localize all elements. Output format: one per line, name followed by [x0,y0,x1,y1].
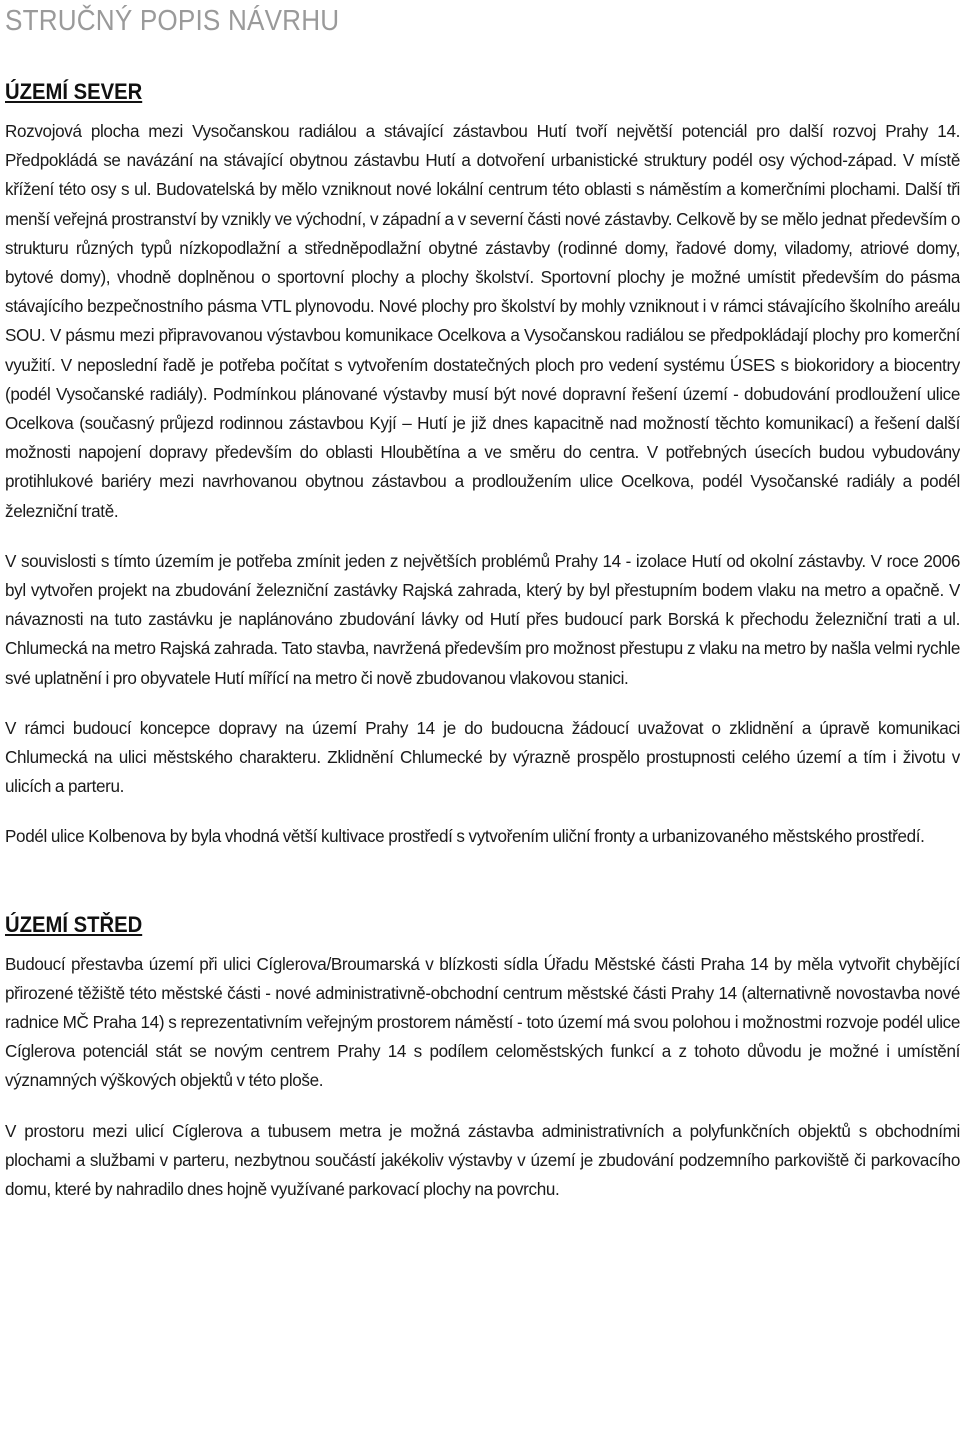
section-heading-stred: ÚZEMÍ STŘED [5,911,143,937]
paragraph: V souvislosti s tímto územím je potřeba zmínit jeden z největších problémů Prahy 14 - izolace Hutí od okolní zástavby. V roce 2006 byl vytvořen projekt na zbudování železniční zastávky Rajská zahrada, který by byl přestupním bodem vlaku na metro a opačně. V návaznosti na tuto zastávku je naplánováno zbudování lávky od Hutí přes budoucí park Borská k přechodu železniční trati a ul. Chlumecká na metro Rajská zahrada. Tato stavba, navržená především pro možnost přestupu z vlaku na metro by našla velmi rychle své uplatnění i pro obyvatele Hutí mířící na metro či nově zbudovanou vlakovou stanici. [5,551,960,688]
section-heading-sever: ÚZEMÍ SEVER [5,79,143,104]
section-uzemi-stred [5,911,960,1205]
paragraph: Podél ulice Kolbenova by byla vhodná větší kultivace prostředí s vytvořením uliční fronty a urbanizovaného městského prostředí. [5,827,925,847]
document-page [5,0,960,1204]
paragraph: V prostoru mezi ulicí Cíglerova a tubusem metra je možná zástavba administrativních a polyfunkčních objektů s obchodními plochami a službami v parteru, nezbytnou součástí jakékoliv výstavby v území je zbudování podzemního parkoviště či parkovacího domu, které by nahradilo dnes hojně využívané parkovací plochy na povrchu. [5,1121,960,1200]
paragraph: Budoucí přestavba území při ulici Cíglerova/Broumarská v blízkosti sídla Úřadu Městské části Praha 14 by měla vytvořit chybějící přirozené těžiště této městské části - nové administrativně-obchodní centrum městské části Prahy 14 (alternativně novostavba nové radnice MČ Praha 14) s reprezentativním veřejným prostorem náměstí - toto území má svou polohou i možnostmi rozvoje podél ulice Cíglerova potenciál stát se novým centrem Prahy 14 s podílem celoměstských funkcí a z tohoto důvodu je možné i umístění významných výškových objektů v této ploše. [5,954,960,1091]
paragraph: Rozvojová plocha mezi Vysočanskou radiálou a stávající zástavbou Hutí tvoří největší potenciál pro další rozvoj Prahy 14. Předpokládá se navázání na stávající obytnou zástavbu Hutí a dotvoření urbanistické struktury podél osy východ-západ. V místě křížení této osy s ul. Budovatelská by mělo vzniknout nové lokální centrum této oblasti s náměstím a komerčními plochami. Další tři menší veřejná prostranství by vznikly ve východní, v západní a v severní části nové zástavby. Celkově by se mělo jednat především o strukturu různých typů nízkopodlažní a středněpodlažní obytné zástavby (rodinné domy, řadové domy, viladomy, atriové domy, bytové domy), vhodně doplněnou o sportovní plochy a plochy školství. Sportovní plochy je možné umístit především do pásma stávajícího bezpečnostního pásma VTL plynovodu. Nové plochy pro školství by mohly vzniknout i v rámci stávajícího školního areálu SOU. V pásmu mezi připravovanou výstavbou komunikace Ocelkova a Vysočanskou radiálou se předpokládají plochy pro komerční využití. V neposlední řadě je potřeba počítat s vytvořením dostatečných ploch pro vedení systému ÚSES s biokoridory a biocentry (podél Vysočanské radiály). Podmínkou plánované výstavby musí být nové dopravní řešení území - dobudování prodloužení ulice Ocelkova (současný průjezd rodinnou zástavbou Kyjí – Hutí je již dnes kapacitně nad možností těchto komunikací) a řešení další možnosti napojení dopravy především do oblasti Hloubětína a ve směru do centra. V potřebných úsecích budou vybudovány protihlukové bariéry mezi navrhovanou obytnou zástavbou a prodloužením ulice Ocelkova, podél Vysočanské radiály a podél železniční tratě. [5,122,960,521]
section-uzemi-sever [5,78,960,852]
document-title: STRUČNÝ POPIS NÁVRHU [5,5,340,37]
paragraph: V rámci budoucí koncepce dopravy na území Prahy 14 je do budoucna žádoucí uvažovat o zklidnění a úpravě komunikaci Chlumecká na ulici městského charakteru. Zklidnění Chlumecké by výrazně prospělo prostupnosti celého území a tím i životu v ulicích a parteru. [5,718,960,797]
